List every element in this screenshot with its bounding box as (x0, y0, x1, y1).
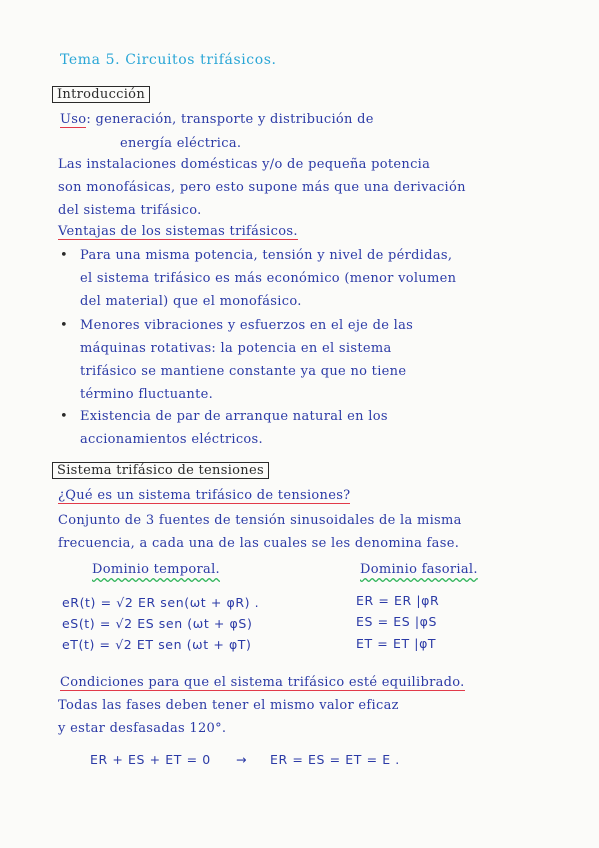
equation-r: eR(t) = √2 ER sen(ωt + φR) . (62, 595, 260, 610)
bullet-dot-3: • (60, 409, 68, 424)
ventajas-heading (58, 224, 298, 239)
condiciones-heading (60, 675, 465, 690)
uso-line (60, 112, 374, 127)
section-sistema-heading: Sistema trifásico de tensiones (52, 462, 269, 479)
equation-t: eT(t) = √2 ET sen (ωt + φT) (62, 637, 252, 652)
todas-line-2: y estar desfasadas 120°. (58, 721, 227, 736)
section-intro-heading: Introducción (52, 86, 150, 103)
conjunto-line-2: frecuencia, a cada una de las cuales se les denomina fase. (58, 536, 460, 551)
question-line (58, 488, 350, 503)
final-arrow-icon: → (236, 752, 248, 767)
todas-line-1: Todas las fases deben tener el mismo valor eficaz (58, 698, 399, 713)
bullet-1-line-2: el sistema trifásico es más económico (menor volumen (80, 271, 457, 286)
equation-s: eS(t) = √2 ES sen (ωt + φS) (62, 616, 253, 631)
bullet-2-line-4: término fluctuante. (80, 387, 214, 402)
bullet-1-line-1: Para una misma potencia, tensión y nivel de pérdidas, (80, 248, 453, 263)
question-text: ¿Qué es un sistema trifásico de tensiones? (58, 488, 351, 503)
phasor-r: ER = ER |φR (356, 593, 440, 608)
bullet-3-line-2: accionamientos eléctricos. (80, 432, 263, 447)
bullet-2-line-1: Menores vibraciones y esfuerzos en el eje de las (80, 318, 414, 333)
bullet-1-line-3: del material) que el monofásico. (80, 294, 302, 309)
dominio-temporal-label: Dominio temporal. (92, 562, 220, 577)
bullet-3-line-1: Existencia de par de arranque natural en los (80, 409, 388, 424)
phasor-t: ET = ET |φT (356, 636, 437, 651)
uso-line-2: energía eléctrica. (120, 136, 242, 151)
bullet-2-line-2: máquinas rotativas: la potencia en el sistema (80, 341, 392, 356)
conjunto-line-1: Conjunto de 3 fuentes de tensión sinusoidales de la misma (58, 513, 462, 528)
condiciones-text: Condiciones para que el sistema trifásico esté equilibrado. (60, 675, 465, 690)
bullet-2-line-3: trifásico se mantiene constante ya que no tiene (80, 364, 407, 379)
bullet-dot-2: • (60, 318, 68, 333)
para-line-1: Las instalaciones domésticas y/o de pequeña potencia (58, 157, 431, 172)
para-line-2: son monofásicas, pero esto supone más que una derivación (58, 180, 466, 195)
uso-label: Uso (60, 112, 87, 127)
final-equation-right: ER = ES = ET = E . (270, 752, 400, 767)
ventajas-text: Ventajas de los sistemas trifásicos. (58, 224, 298, 239)
para-line-3: del sistema trifásico. (58, 203, 202, 218)
uso-text: : generación, transporte y distribución de (86, 112, 374, 127)
dominio-fasorial-label: Dominio fasorial. (360, 562, 478, 577)
phasor-s: ES = ES |φS (356, 614, 438, 629)
final-equation-left: ER + ES + ET = 0 (90, 752, 211, 767)
page-title: Tema 5. Circuitos trifásicos. (60, 52, 277, 68)
bullet-dot-1: • (60, 248, 68, 263)
